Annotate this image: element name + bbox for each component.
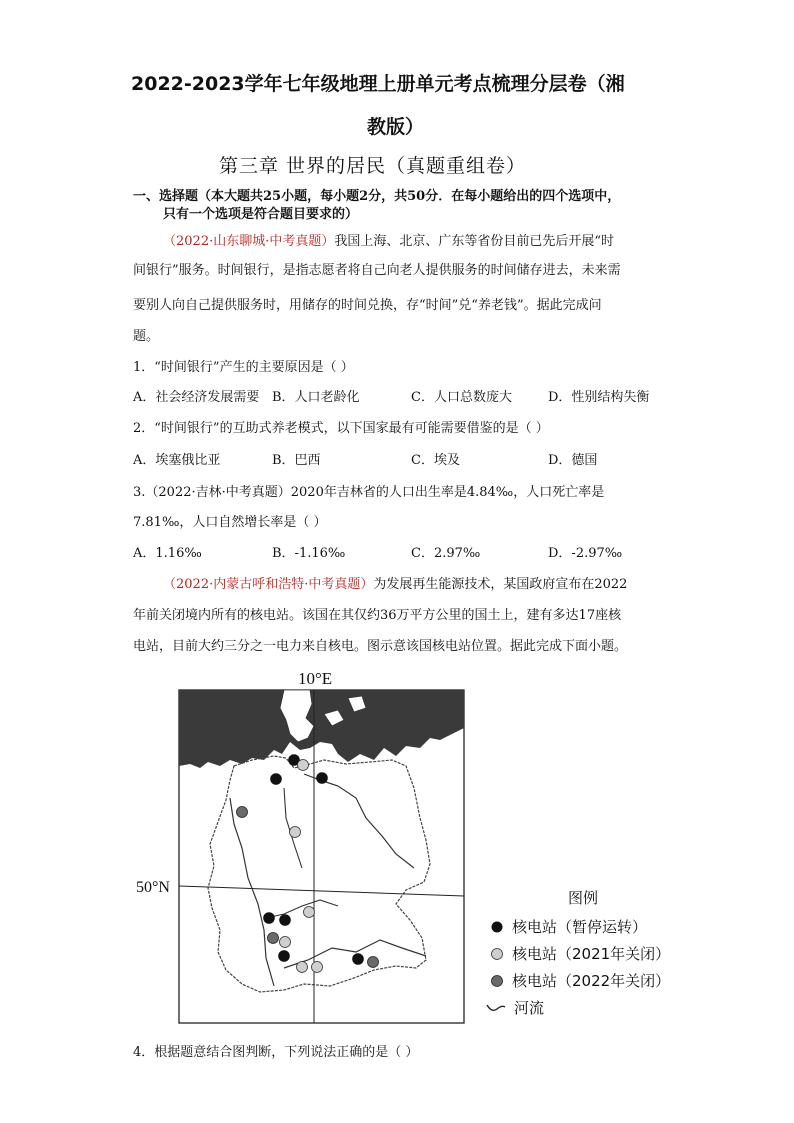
passage1-line3: 要别人向自己提供服务时，用储存的时间兑换，存“时间”兑“养老钱”。据此完成问 [133, 298, 602, 313]
chapter-title: 第三章 世界的居民（真题重组卷） [219, 155, 527, 177]
q3-option-d: D．-2.97‰ [548, 546, 623, 561]
q2-option-c: C．埃及 [411, 453, 460, 468]
q3-stem-line2: 7.81‰，人口自然增长率是（ ） [133, 515, 327, 530]
q1-option-d: D．性别结构失衡 [548, 390, 650, 405]
q2-option-a: A．埃塞俄比亚 [133, 453, 221, 468]
doc-title-line1: 2022-2023学年七年级地理上册单元考点梳理分层卷（湘 [131, 73, 625, 95]
station-stopped-4 [264, 913, 275, 924]
legend-title: 图例 [568, 889, 599, 907]
section-heading-line2: 只有一个选项是符合题目要求的） [163, 207, 359, 222]
legend-2022-label: 核电站（2022年关闭） [512, 972, 671, 990]
legend-2021-icon [490, 947, 504, 961]
q2-stem: 2．“时间银行”的互助式养老模式，以下国家最有可能需要借鉴的是（ ） [133, 421, 549, 436]
passage1-source: （2022·山东聊城·中考真题） [163, 234, 335, 249]
q3-option-c: C．2.97‰ [411, 546, 481, 561]
legend-2021 [490, 943, 670, 964]
station-2022-1 [237, 807, 248, 818]
station-2022-2 [268, 933, 279, 944]
station-stopped-5 [280, 915, 291, 926]
q3-option-a: A．1.16‰ [133, 546, 202, 561]
station-2021-1 [298, 760, 309, 771]
legend-stopped [490, 916, 647, 937]
lat-label: 50°N [136, 879, 170, 896]
doc-title-line2: 教版） [367, 116, 425, 138]
passage1-line1-text: 我国上海、北京、广东等省份目前已先后开展“时 [334, 234, 615, 249]
station-2021-5 [297, 962, 308, 973]
passage2-line2: 年前关闭境内所有的核电站。该国在其仅约36万平方公里的国土上，建有多达17座核 [133, 608, 622, 623]
section-heading-line1: 一、选择题（本大题共25小题，每小题2分，共50分．在每小题给出的四个选项中， [133, 189, 621, 204]
legend-2022 [490, 970, 670, 991]
passage1-line2: 间银行”服务。时间银行，是指志愿者将自己向老人提供服务的时间储存进去，未来需 [133, 263, 621, 278]
legend-river-label: 河流 [514, 999, 545, 1017]
q3-stem-line1: 3.（2022·吉林·中考真题）2020年吉林省的人口出生率是4.84‰，人口死亡率是 [133, 485, 605, 500]
station-stopped-6 [279, 951, 290, 962]
legend-stopped-label: 核电站（暂停运转） [512, 918, 648, 936]
q2-option-d: D．德国 [548, 453, 598, 468]
q1-stem: 1．“时间银行”产生的主要原因是（ ） [133, 360, 354, 375]
q1-option-b: B．人口老龄化 [272, 390, 360, 405]
q4-stem: 4．根据题意结合图判断，下列说法正确的是（ ） [133, 1045, 419, 1060]
lon-label: 10°E [298, 669, 333, 688]
station-2021-4 [280, 937, 291, 948]
legend-2022-icon [490, 974, 504, 988]
legend-2021-label: 核电站（2021年关闭） [512, 945, 671, 963]
passage2-line3: 电站，目前大约三分之一电力来自核电。图示意该国核电站位置。据此完成下面小题。 [133, 639, 628, 654]
passage2-source: （2022·内蒙古呼和浩特·中考真题） [163, 577, 374, 592]
q1-option-c: C．人口总数庞大 [411, 390, 512, 405]
passage2-line1 [163, 576, 627, 594]
station-stopped-3 [317, 773, 328, 784]
station-2022-3 [368, 957, 379, 968]
station-2021-3 [304, 907, 315, 918]
passage1-line1 [163, 233, 614, 251]
passage1-line4: 题。 [133, 329, 160, 344]
q2-option-b: B．巴西 [272, 453, 321, 468]
station-2021-6 [312, 962, 323, 973]
station-stopped-7 [353, 954, 364, 965]
passage2-line1-text: 为发展再生能源技术，某国政府宣布在2022 [373, 577, 628, 592]
station-stopped-2 [271, 774, 282, 785]
legend-stopped-icon [490, 920, 504, 934]
legend-river-icon [486, 1001, 506, 1015]
q1-option-a: A．社会经济发展需要 [133, 390, 260, 405]
legend-river [486, 997, 544, 1018]
station-2021-2 [290, 827, 301, 838]
q3-option-b: B．-1.16‰ [272, 546, 346, 561]
